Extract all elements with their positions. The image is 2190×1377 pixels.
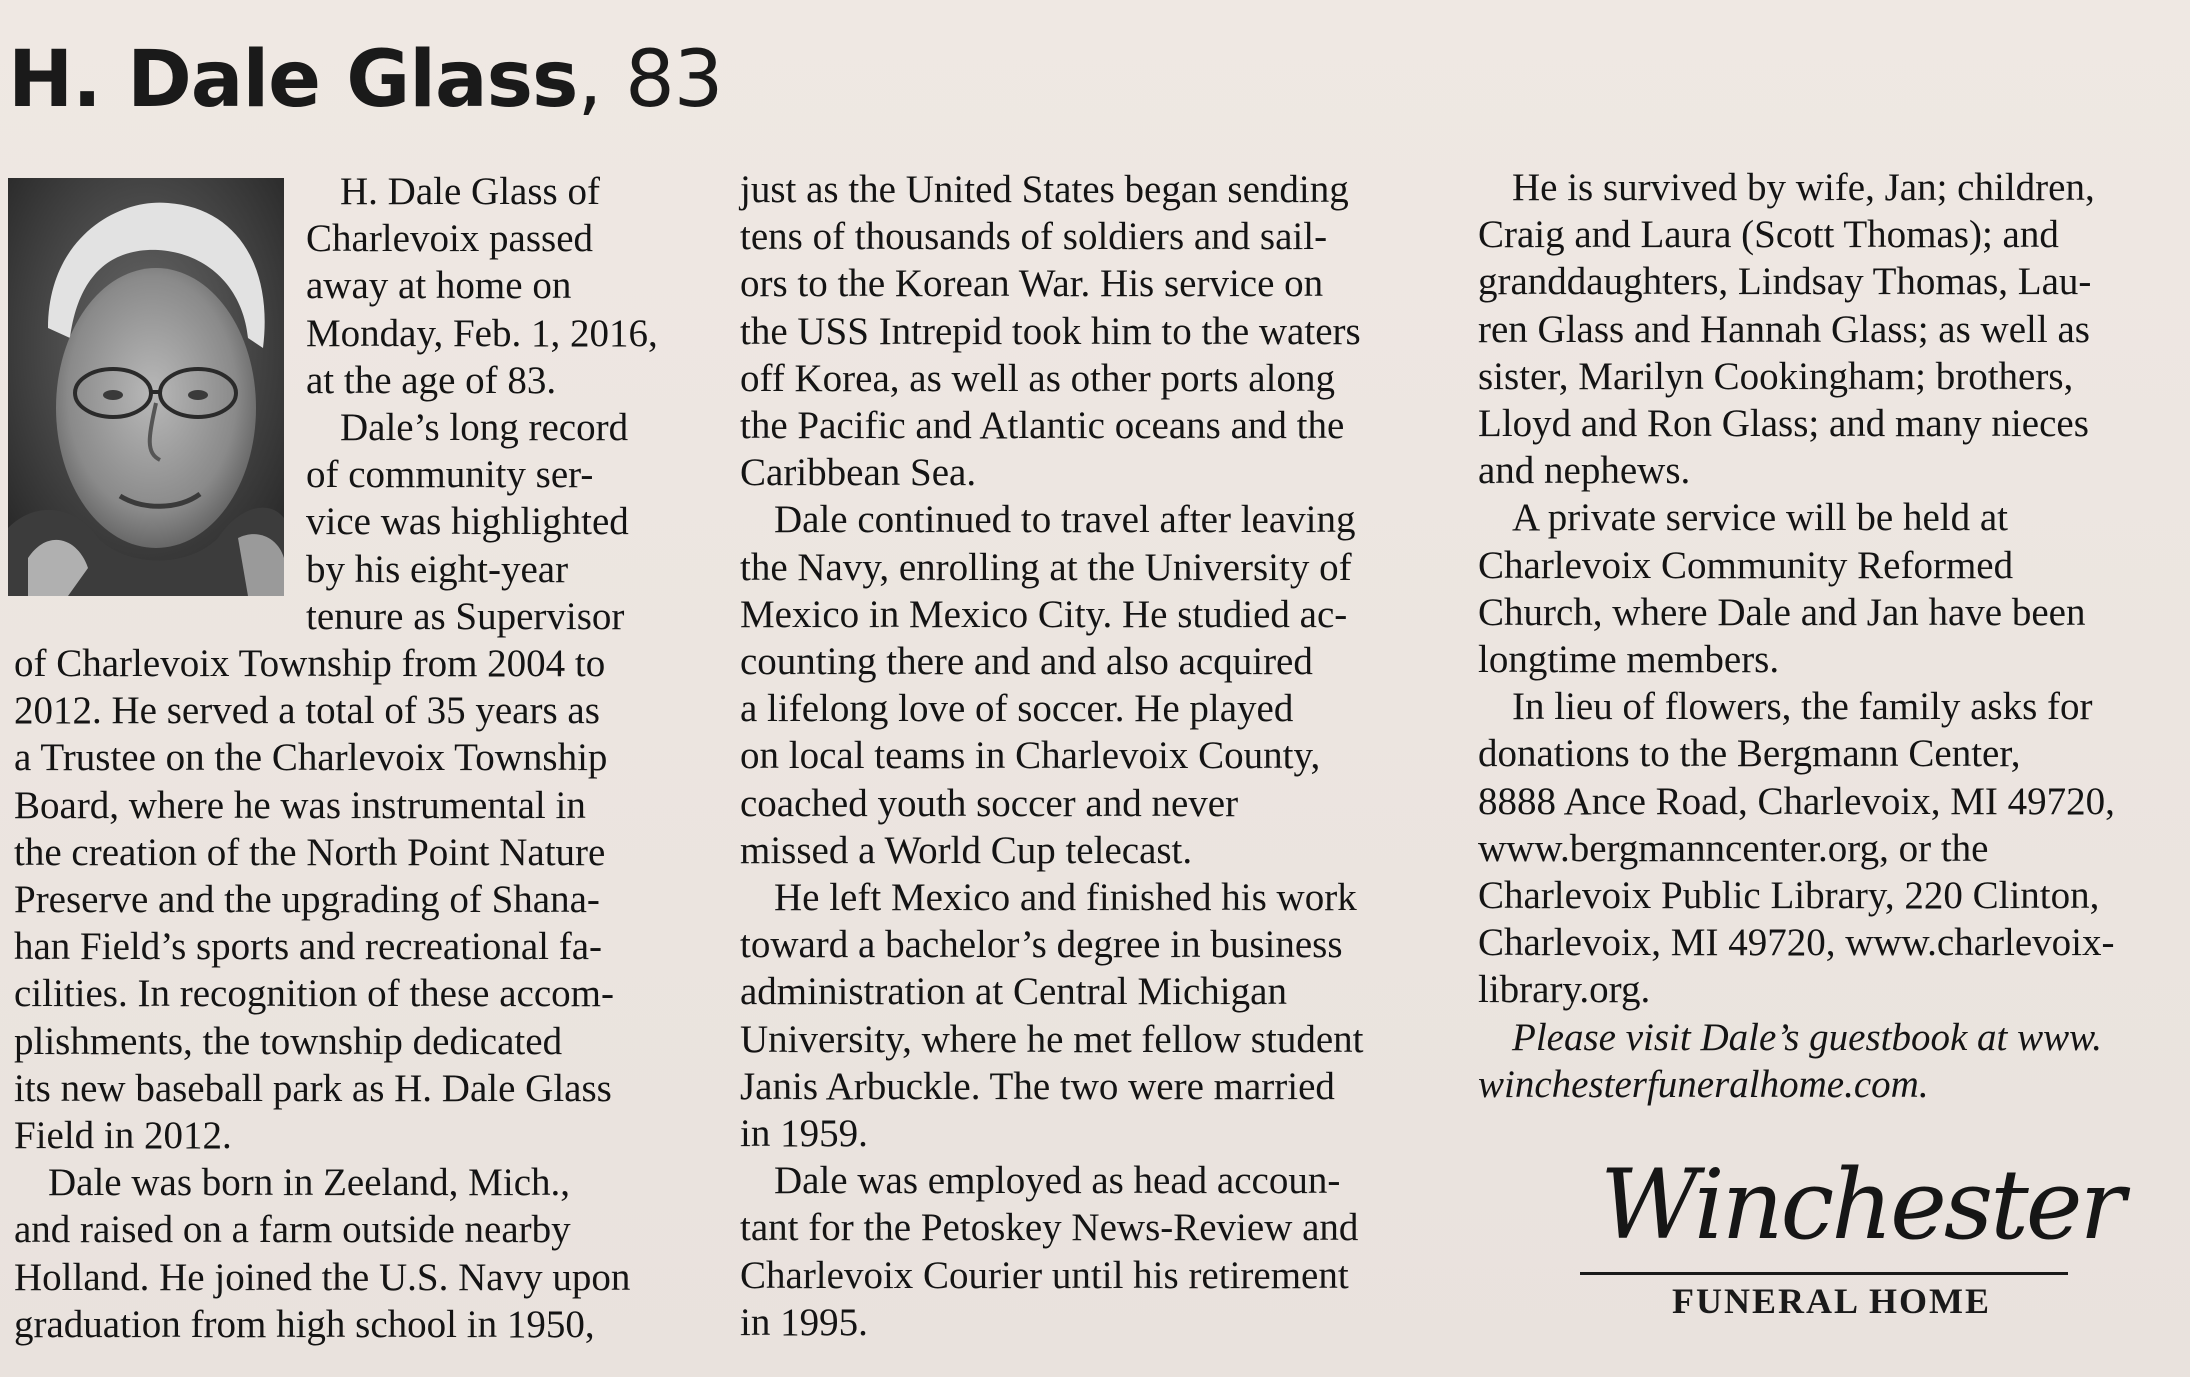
text-line: at the age of 83. <box>306 358 557 402</box>
text-line: the USS Intrepid took him to the waters <box>740 309 1361 353</box>
text-line: In lieu of flowers, the family asks for <box>1512 685 2093 729</box>
logo-wordmark: Winchester <box>1600 1149 2123 1261</box>
text-line: the Pacific and Atlantic oceans and the <box>740 404 1345 448</box>
text-line: H. Dale Glass of <box>340 170 600 213</box>
text-line: han Field’s sports and recreational fa- <box>14 925 603 969</box>
text-line: toward a bachelor’s degree in business <box>740 923 1343 967</box>
guestbook-line: Please visit Dale’s guestbook at www. <box>1512 1015 2103 1059</box>
text-line: sister, Marilyn Cookingham; brothers, <box>1478 354 2074 398</box>
funeral-home-logo <box>1560 1130 2123 1330</box>
text-line: vice was highlighted <box>306 500 629 544</box>
text-line: ors to the Korean War. His service on <box>740 262 1324 306</box>
text-line: Craig and Laura (Scott Thomas); and <box>1478 213 2059 257</box>
text-line: of community ser- <box>306 453 594 497</box>
text-line: Mexico in Mexico City. He studied ac- <box>740 592 1348 636</box>
text-line: Janis Arbuckle. The two were married <box>740 1064 1335 1108</box>
text-line: Dale’s long record <box>340 406 629 450</box>
text-line: Board, where he was instrumental in <box>14 783 586 827</box>
portrait-photo <box>8 178 284 596</box>
logo-divider <box>1580 1272 2068 1275</box>
text-line: 8888 Ance Road, Charlevoix, MI 49720, <box>1478 779 2115 823</box>
text-line: Dale was born in Zeeland, Mich., <box>48 1161 571 1205</box>
text-line: www.bergmanncenter.org, or the <box>1478 826 1989 870</box>
text-line: a Trustee on the Charlevoix Township <box>14 736 608 780</box>
text-line: Charlevoix Community Reformed <box>1478 543 2014 587</box>
text-line: Lloyd and Ron Glass; and many nieces <box>1478 402 2089 446</box>
text-line: He is survived by wife, Jan; children, <box>1512 166 2095 209</box>
text-line: Field in 2012. <box>14 1114 232 1158</box>
text-line: Charlevoix Courier until his retirement <box>740 1253 1349 1297</box>
text-line: away at home on <box>306 264 572 308</box>
text-line: off Korea, as well as other ports along <box>740 356 1335 400</box>
text-line: granddaughters, Lindsay Thomas, Lau- <box>1478 260 2092 304</box>
text-line: and nephews. <box>1478 449 1691 493</box>
text-line: graduation from high school in 1950, <box>14 1302 595 1346</box>
text-line: Charlevoix, MI 49720, www.charlevoix- <box>1478 921 2115 965</box>
text-line: by his eight-year <box>306 547 569 591</box>
text-line: ren Glass and Hannah Glass; as well as <box>1478 307 2090 351</box>
column-2-text <box>740 166 1440 1346</box>
logo-subtitle: FUNERAL HOME <box>1672 1281 1992 1321</box>
text-line: missed a World Cup telecast. <box>740 828 1193 872</box>
text-line: He left Mexico and finished his work <box>774 876 1357 920</box>
obituary-headline <box>8 30 722 130</box>
text-line: tens of thousands of soldiers and sail- <box>740 215 1328 259</box>
text-line: Caribbean Sea. <box>740 451 977 495</box>
text-line: of Charlevoix Township from 2004 to <box>14 642 606 685</box>
text-line: donations to the Bergmann Center, <box>1478 732 2021 776</box>
text-line: in 1995. <box>740 1300 868 1344</box>
text-line: its new baseball park as H. Dale Glass <box>14 1066 612 1110</box>
text-line: longtime members. <box>1478 638 1780 682</box>
text-line: Dale was employed as head accoun- <box>774 1159 1341 1203</box>
text-line: tant for the Petoskey News-Review and <box>740 1206 1359 1250</box>
text-line: cilities. In recognition of these accom- <box>14 972 614 1016</box>
text-line: Charlevoix Public Library, 220 Clinton, <box>1478 874 2100 918</box>
headline-name: H. Dale Glass <box>8 35 578 125</box>
text-line: the creation of the North Point Nature <box>14 830 606 874</box>
column-3-text <box>1478 164 2178 1108</box>
text-line: Charlevoix passed <box>306 217 594 261</box>
text-line: plishments, the township dedicated <box>14 1019 563 1063</box>
text-line: administration at Central Michigan <box>740 970 1287 1014</box>
text-line: Monday, Feb. 1, 2016, <box>306 311 658 355</box>
text-line: coached youth soccer and never <box>740 781 1239 825</box>
text-line: Church, where Dale and Jan have been <box>1478 590 2086 634</box>
text-line: 2012. He served a total of 35 years as <box>14 689 600 733</box>
headline-age: , 83 <box>577 35 723 125</box>
column-1-body-text <box>14 640 694 1348</box>
text-line: Holland. He joined the U.S. Navy upon <box>14 1255 631 1299</box>
text-line: just as the United States began sending <box>740 168 1349 211</box>
guestbook-url-line: winchesterfuneralhome.com. <box>1478 1062 1929 1106</box>
text-line: Dale continued to travel after leaving <box>774 498 1356 542</box>
column-1-wrapped-text <box>306 168 696 640</box>
text-line: Preserve and the upgrading of Shana- <box>14 878 600 922</box>
text-line: and raised on a farm outside nearby <box>14 1208 571 1252</box>
text-line: library.org. <box>1478 968 1651 1012</box>
text-line: a lifelong love of soccer. He played <box>740 687 1294 731</box>
text-line: the Navy, enrolling at the University of <box>740 545 1352 589</box>
text-line: in 1959. <box>740 1112 868 1156</box>
text-line: counting there and and also acquired <box>740 640 1313 684</box>
text-line: University, where he met fellow student <box>740 1017 1364 1061</box>
text-line: tenure as Supervisor <box>306 594 625 638</box>
text-line: on local teams in Charlevoix County, <box>740 734 1321 778</box>
text-line: A private service will be held at <box>1512 496 2008 540</box>
